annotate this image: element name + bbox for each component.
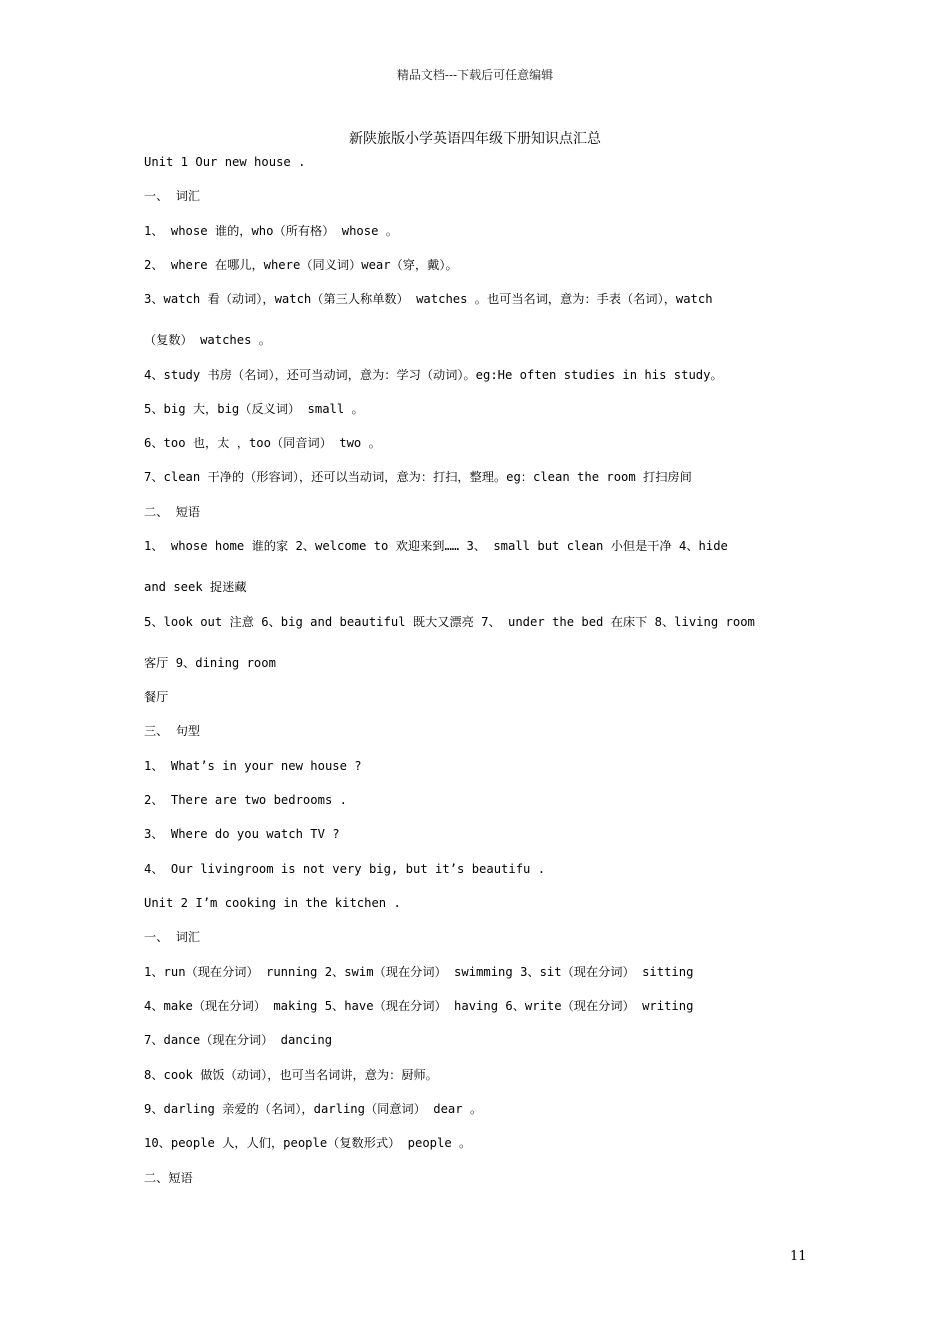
page-number: 11 <box>790 1249 807 1264</box>
section-heading: 三、 句型 <box>144 724 201 738</box>
document-title: 新陕旅版小学英语四年级下册知识点汇总 <box>349 131 601 147</box>
text-line: Unit 2 I’m cooking in the kitchen . <box>144 896 401 910</box>
text-line: 2、 where 在哪儿，where（同义词）wear（穿，戴）。 <box>144 258 458 272</box>
section-heading: 二、短语 <box>144 1171 193 1185</box>
section-heading: 二、 短语 <box>144 505 201 519</box>
text-line: and seek 捉迷藏 <box>144 580 247 594</box>
page-header: 精品文档---下载后可任意编辑 <box>396 68 554 82</box>
text-line: 8、cook 做饭（动词），也可当名词讲，意为：厨师。 <box>144 1068 438 1082</box>
text-line: 3、watch 看（动词），watch（第三人称单数） watches 。也可当名词，意为：手表（名词），watch <box>144 292 713 306</box>
section-heading: 一、 词汇 <box>144 930 201 944</box>
text-line: 7、dance（现在分词） dancing <box>144 1033 333 1047</box>
text-line: 2、 There are two bedrooms . <box>144 793 347 807</box>
text-line: 9、darling 亲爱的（名词），darling（同意词） dear 。 <box>144 1102 483 1116</box>
text-line: 1、run（现在分词） running 2、swim（现在分词） swimming 3、sit（现在分词） sitting <box>144 965 694 979</box>
text-line: 4、 Our livingroom is not very big, but it’s beautifu . <box>144 862 546 876</box>
text-line: 1、 whose home 谁的家 2、welcome to 欢迎来到…… 3、 small but clean 小但是干净 4、hide <box>144 539 728 553</box>
text-line: （复数） watches 。 <box>144 333 271 347</box>
text-line: Unit 1 Our new house . <box>144 155 306 169</box>
text-line: 5、look out 注意 6、big and beautiful 既大又漂亮 7、 under the bed 在床下 8、living room <box>144 615 755 629</box>
text-line: 1、 whose 谁的，who（所有格） whose 。 <box>144 224 398 238</box>
text-line: 1、 What’s in your new house ? <box>144 759 362 773</box>
text-line: 10、people 人，人们，people（复数形式） people 。 <box>144 1136 472 1150</box>
text-line: 4、study 书房（名词），还可当动词，意为：学习（动词）。eg:He often studies in his study。 <box>144 368 723 382</box>
text-line: 4、make（现在分词） making 5、have（现在分词） having 6、write（现在分词） writing <box>144 999 694 1013</box>
section-heading: 一、 词汇 <box>144 189 201 203</box>
text-line: 3、 Where do you watch TV ? <box>144 827 340 841</box>
text-line: 7、clean 干净的（形容词），还可以当动词，意为：打扫，整理。eg：clean the room 打扫房间 <box>144 470 692 484</box>
text-line: 客厅 9、dining room <box>144 656 276 670</box>
text-line: 5、big 大，big（反义词） small 。 <box>144 402 364 416</box>
text-line: 餐厅 <box>144 690 169 704</box>
text-line: 6、too 也，太 ，too（同音词） two 。 <box>144 436 381 450</box>
